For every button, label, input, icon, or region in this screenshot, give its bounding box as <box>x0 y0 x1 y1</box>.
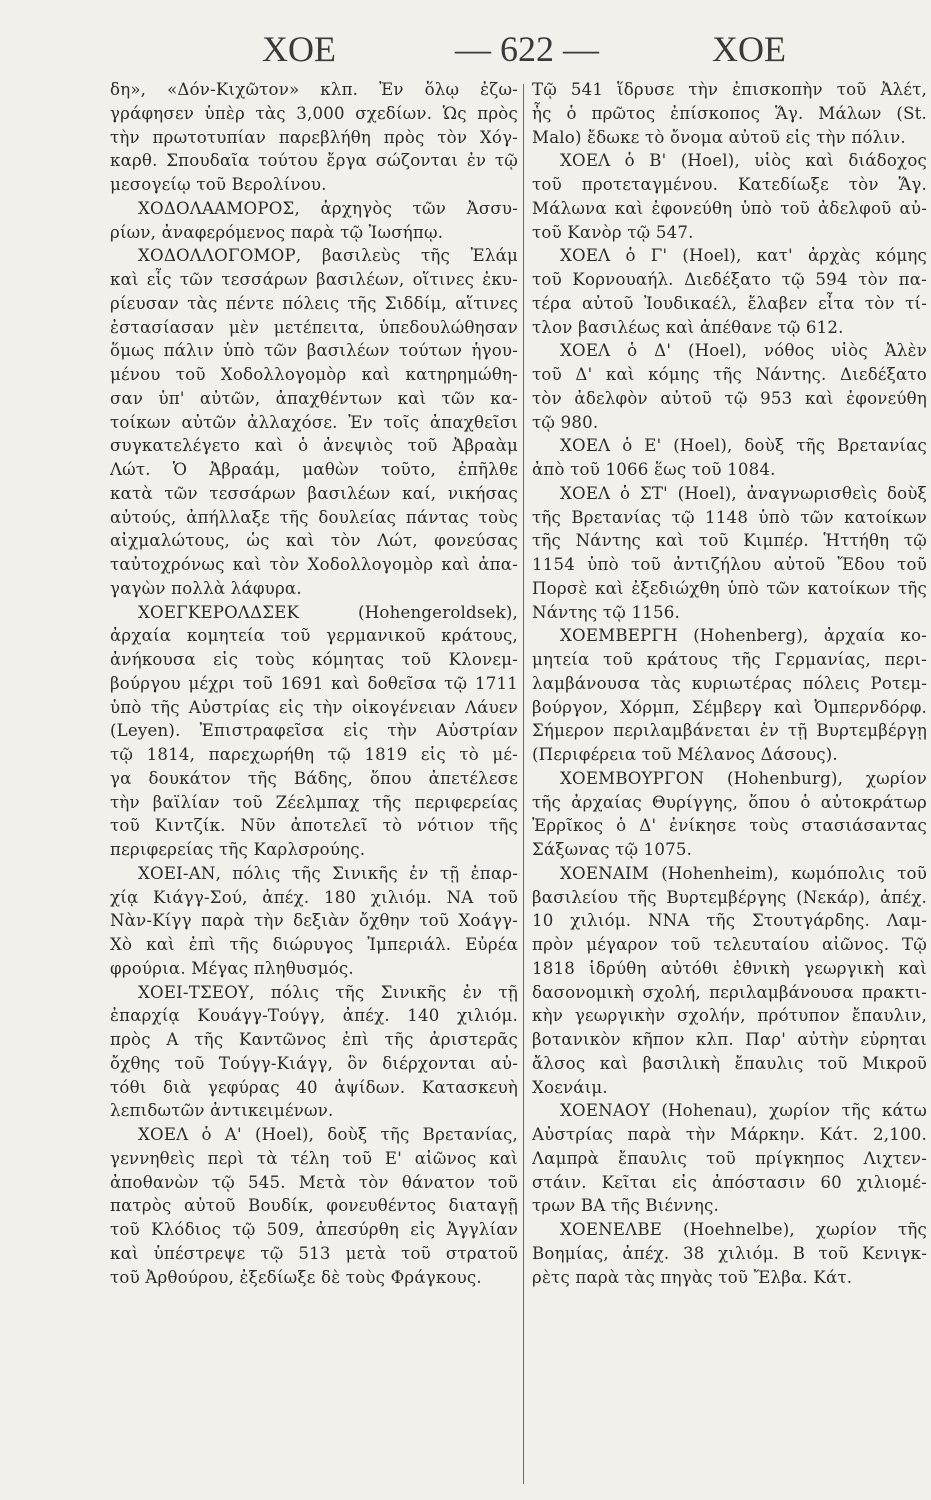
entry-headline: ΧΟΕΓΚΕΡΟΛΔΣΕΚ (Hohengeroldsek), <box>138 602 518 622</box>
text-line: γα δουκάτον τῆς Βάδης, ὅπου ἀπετέλεσε <box>110 768 518 788</box>
text-line: ἧς ὁ πρῶτος ἐπίσκοπος Ἅγ. Μάλων (St. <box>532 103 927 123</box>
text-line: στάιν. Κεῖται εἰς ἀπόστασιν 60 χιλιομέ- <box>532 1172 927 1192</box>
entry-headline: ΧΟΕΝΑΙΜ (Hohenheim), κωμόπολις τοῦ <box>560 863 927 883</box>
text-line: ἐστασίασαν μὲν μετέπειτα, ὑπεδουλώθησαν <box>110 317 518 337</box>
text-line: ἀπὸ τοῦ 1066 ἕως τοῦ 1084. <box>532 460 776 479</box>
text-line: Αὐστρίας παρὰ τὴν Μάρκην. Κάτ. 2,100. <box>532 1125 927 1144</box>
text-line: γεννηθεὶς περὶ τὰ τέλη τοῦ Ε' αἰῶνος καὶ <box>110 1148 518 1168</box>
text-line: κὴν γεωργικὴν σχολήν, πρότυπον ἔπαυλιν, <box>532 1006 927 1026</box>
text-line: ἐπαρχίᾳ Κουάγγ-Τούγγ, ἀπέχ. 140 χιλιόμ. <box>110 1006 518 1026</box>
text-line: Νὰν-Κίγγ παρὰ τὴν δεξιὰν ὄχθην τοῦ Χοάγγ- <box>110 911 518 931</box>
left-column <box>110 78 518 1289</box>
text-line: τλον βασιλέως καὶ ἀπέθανε τῷ 612. <box>532 317 844 337</box>
text-line: καὶ ὑπέστρεψε τῷ 513 μετὰ τοῦ στρατοῦ <box>110 1243 518 1263</box>
page-header <box>0 22 931 82</box>
column-divider <box>523 84 524 1484</box>
text-line: πρὸν μέγαρον τοῦ τελευταίου αἰῶνος. Τῷ <box>532 935 927 954</box>
text-line: λαμβάνουσα τὰς κυριωτέρας πόλεις Ροτεμ- <box>532 673 927 693</box>
text-line: τὸν ἀδελφὸν αὐτοῦ τῷ 953 καὶ ἐφονεύθη <box>532 388 927 408</box>
text-line: βοτανικὸν κῆπον κλπ. Παρ' αὐτὴν εὑρηται <box>532 1030 927 1049</box>
entry-headline: ΧΟΕΜΒΟΥΡΓΟΝ (Hohenburg), χωρίον <box>560 768 927 788</box>
entry-headline: ΧΟΕΛ ὁ Δ' (Hoel), νόθος υἱὸς Ἀλὲν <box>560 341 927 361</box>
text-line: δη», «Δόν-Κιχῶτον» κλπ. Ἐν ὅλῳ ἐζω- <box>110 80 518 99</box>
text-line: λεπιδωτῶν ἀντικειμένων. <box>110 1101 334 1121</box>
text-line: αὐτούς, ἀπήλλαξε τῆς δουλείας πάντας τοὺς <box>110 507 518 527</box>
text-line: 1154 ὑπὸ τοῦ ἀντιζήλου αὐτοῦ Ἔδου τοῦ <box>532 555 927 574</box>
text-line: τοῦ Ἀρθούρου, ἐξεδίωξε δὲ τοὺς Φράγκους. <box>110 1267 482 1287</box>
text-line: τῆς ἀρχαίας Θυρίγγης, ὅπου ὁ αὐτοκράτωρ <box>532 792 927 812</box>
running-head-left: ΧΟΕ <box>262 29 336 69</box>
entry-headline: ΧΟΕΛ ὁ Γ' (Hoel), κατ' ἀρχὰς κόμης <box>560 246 927 266</box>
text-line: ρίων, ἀναφερόμενος παρὰ τῷ Ἰωσήπῳ. <box>110 222 444 242</box>
text-line: Ἐρρῖκος ὁ Δ' ἐνίκησε τοὺς στασιάσαντας <box>532 816 927 836</box>
text-line: τὴν πρωτοτυπίαν παρεβλήθη πρὸς τὸν Χόγ- <box>110 127 518 147</box>
text-line: Λώτ. Ὁ Ἀβραάμ, μαθὼν τοῦτο, ἐπῆλθε <box>110 460 518 479</box>
text-line: πρὸς Α τῆς Καντῶνος ἐπὶ τῆς ἀριστερᾶς <box>110 1030 518 1049</box>
text-line: τοῦ Κιντζίκ. Νῦν ἀποτελεῖ τὸ νότιον τῆς <box>110 816 518 836</box>
text-line: τοίκων αὐτῶν ἀλλαχόσε. Ἐν τοῖς ἀπαχθεῖσι <box>110 412 518 432</box>
text-line: τοῦ προτεταγμένου. Κατεδίωξε τὸν Ἅγ. <box>532 175 927 194</box>
text-line: τῷ 980. <box>532 412 599 432</box>
text-line: Σήμερον περιλαμβάνεται ἐν τῇ Βυρτεμβέργῃ <box>532 721 927 741</box>
text-line: Τῷ 541 ἵδρυσε τὴν ἐπισκοπὴν τοῦ Ἀλέτ, <box>532 80 927 99</box>
text-line: τῆς Βρετανίας τῷ 1148 ὑπὸ τῶν κατοίκων <box>532 507 927 527</box>
text-line: (Περιφέρεια τοῦ Μέλανος Δάσους). <box>532 745 838 764</box>
text-line: ἄλσος καὶ βασιλικὴ ἔπαυλις τοῦ Μικροῦ <box>532 1053 927 1073</box>
text-line: γράφησεν ὑπὲρ τὰς 3,000 σχεδίων. Ὡς πρὸς <box>110 103 518 123</box>
text-line: συγκατελέγετο καὶ ὁ ἀνεψιὸς τοῦ Ἀβραὰμ <box>110 436 518 456</box>
entry-headline: ΧΟΕΛ ὁ ΣΤ' (Hoel), ἀναγνωρισθεὶς δοὺξ <box>560 483 927 503</box>
text-line: 10 χιλιόμ. ΝΝΑ τῆς Στουτγάρδης. Λαμ- <box>532 911 927 931</box>
text-line: δασονομικὴ σχολή, περιλαμβάνουσα πρακτι- <box>532 982 927 1002</box>
right-column <box>532 78 927 1289</box>
entry-headline: ΧΟΔΟΛΛΟΓΟΜΟΡ, βασιλεὺς τῆς Ἐλάμ <box>138 246 518 266</box>
text-line: βούργον, Χόρμπ, Σέμβεργ καὶ Ὀμπερνδόρφ. <box>532 697 927 717</box>
text-line: τρων ΒΑ τῆς Βιέννης. <box>532 1196 719 1216</box>
text-line: Βοημίας, ἀπέχ. 38 χιλιόμ. Β τοῦ Κενιγκ- <box>532 1243 927 1263</box>
text-line: Πορσὲ καὶ ἐξεδιώχθη ὑπὸ τῶν κατοίκων τῆς <box>532 578 927 598</box>
entry-headline: ΧΟΕΜΒΕΡΓΗ (Hohenberg), ἀρχαία κο- <box>560 626 927 646</box>
text-line: γαγὼν πολλὰ λάφυρα. <box>110 578 302 598</box>
text-line: ἀποθανὼν τῷ 545. Μετὰ τὸν θάνατον τοῦ <box>110 1172 518 1192</box>
text-line: ταὐτοχρόνως καὶ τὸν Χοδολλογομὸρ καὶ ἀπα- <box>110 555 518 574</box>
text-line: χίᾳ Κιάγγ-Σού, ἀπέχ. 180 χιλιόμ. ΝΑ τοῦ <box>110 887 518 907</box>
text-line: Νάντης τῷ 1156. <box>532 602 680 622</box>
text-line: ρὲτς παρὰ τὰς πηγὰς τοῦ Ἔλβα. Κάτ. <box>532 1267 853 1287</box>
text-line: πατρὸς αὐτοῦ Βουδίκ, φονευθέντος διαταγῇ <box>110 1196 518 1216</box>
text-line: τοῦ Κλόδιος τῷ 509, ἀπεσύρθη εἰς Ἀγγλίαν <box>110 1220 518 1239</box>
entry-headline: ΧΟΕΙ-ΑΝ, πόλις τῆς Σινικῆς ἐν τῇ ἐπαρ- <box>138 863 518 883</box>
text-line: 1818 ἱδρύθη αὐτόθι ἐθνικὴ γεωργικὴ καὶ <box>532 958 927 978</box>
text-line: (Leyen). Ἐπιστραφεῖσα εἰς τὴν Αὐστρίαν <box>110 721 518 741</box>
text-line: βούργου μέχρι τοῦ 1691 καὶ δοθεῖσα τῷ 1711 <box>110 673 518 693</box>
entry-headline: ΧΟΕΝΑΟΥ (Hohenau), χωρίον τῆς κάτω <box>560 1101 927 1121</box>
text-line: τὴν βαϊλίαν τοῦ Ζέελμπαχ τῆς περιφερείας <box>110 792 518 812</box>
text-line: ρίευσαν τὰς πέντε πόλεις τῆς Σιδδίμ, αἵτινες <box>110 293 518 313</box>
text-line: ὅμως πάλιν ὑπὸ τῶν βασιλέων τούτων ἡγου- <box>110 341 518 361</box>
text-line: τέρα αὐτοῦ Ἰουδικαέλ, ἔλαβεν εἶτα τὸν τί- <box>532 293 927 313</box>
text-line: τῷ 1814, παρεχωρήθη τῷ 1819 εἰς τὸ μέ- <box>110 745 518 764</box>
text-line: ἀνήκουσα εἰς τοὺς κόμητας τοῦ Κλονεμ- <box>110 650 518 669</box>
page-number: — 622 — <box>455 29 599 69</box>
entry-headline: ΧΟΕΛ ὁ Β' (Hoel), υἱὸς καὶ διάδοχος <box>560 151 927 171</box>
text-line: σαν ὑπ' αὐτῶν, ἀπαχθέντων καὶ τῶν κα- <box>110 388 518 408</box>
entry-headline: ΧΟΕΙ-ΤΣΕΟΥ, πόλις τῆς Σινικῆς ἐν τῇ <box>138 982 518 1002</box>
text-line: περιφερείας τῆς Καρλσρούης. <box>110 840 366 859</box>
text-line: ὄχθης τοῦ Τούγγ-Κιάγγ, ὃν διέρχονται αὐ- <box>110 1053 518 1073</box>
text-line: μένου τοῦ Χοδολλογομὸρ καὶ κατηρημώθη- <box>110 365 518 384</box>
entry-headline: ΧΟΔΟΛΑΑΜΟΡΟΣ, ἀρχηγὸς τῶν Ἀσσυ- <box>138 198 518 218</box>
text-line: ἀρχαία κομητεία τοῦ γερμανικοῦ κράτους, <box>110 626 518 646</box>
text-line: τόθι διὰ γεφύρας 40 ἀψίδων. Κατασκευὴ <box>110 1077 518 1097</box>
text-line: Malo) ἔδωκε τὸ ὄνομα αὐτοῦ εἰς τὴν πόλιν. <box>532 127 906 147</box>
text-line: τοῦ Κορνουαήλ. Διεδέξατο τῷ 594 τὸν πα- <box>532 270 927 289</box>
text-line: φρούρια. Μέγας πληθυσμός. <box>110 958 354 978</box>
running-head-right: ΧΟΕ <box>712 29 786 69</box>
entry-headline: ΧΟΕΛ ὁ Α' (Hoel), δοὺξ τῆς Βρετανίας, <box>138 1125 518 1144</box>
text-line: τῆς Νάντης καὶ τοῦ Κιμπέρ. Ἡττήθη τῷ <box>532 531 927 551</box>
text-line: κατὰ τῶν τεσσάρων βασιλέων καί, νικήσας <box>110 483 518 503</box>
text-line: μητεία τοῦ κράτους τῆς Γερμανίας, περι- <box>532 650 927 669</box>
entry-headline: ΧΟΕΛ ὁ Ε' (Hoel), δοὺξ τῆς Βρετανίας <box>560 436 927 456</box>
entry-headline: ΧΟΕΝΕΛΒΕ (Hoehnelbe), χωρίον τῆς <box>560 1220 927 1239</box>
text-line: καρθ. Σπουδαῖα τούτου ἔργα σώζονται ἐν τῷ <box>110 151 518 171</box>
text-line: ὑπὸ τῆς Αὐστρίας εἰς τὴν οἰκογένειαν Λάυεν <box>110 697 518 717</box>
text-line: καὶ εἷς τῶν τεσσάρων βασιλέων, οἵτινες ἐκυ- <box>110 270 518 289</box>
text-line: Μάλωνα καὶ ἐφονεύθη ὑπὸ τοῦ ἀδελφοῦ αὐ- <box>532 198 927 218</box>
text-line: τοῦ Κανὸρ τῷ 547. <box>532 222 694 242</box>
text-line: Σάξωνας τῷ 1075. <box>532 840 693 859</box>
text-line: τοῦ Δ' καὶ κόμης τῆς Νάντης. Διεδέξατο <box>532 365 927 384</box>
text-line: αἰχμαλώτους, ὡς καὶ τὸν Λώτ, φονεύσας <box>110 531 518 551</box>
text-line: Λαμπρὰ ἔπαυλις τοῦ πρίγκηπος Λιχτεν- <box>532 1148 927 1168</box>
text-line: μεσογείῳ τοῦ Βερολίνου. <box>110 175 327 194</box>
text-line: Χοενάιμ. <box>532 1077 608 1097</box>
text-line: βασιλείου τῆς Βυρτεμβέργης (Νεκάρ), ἀπέχ. <box>532 887 927 907</box>
text-line: Χὸ καὶ ἐπὶ τῆς διώρυγος Ἰμπεριάλ. Εὐρέα <box>110 935 518 954</box>
